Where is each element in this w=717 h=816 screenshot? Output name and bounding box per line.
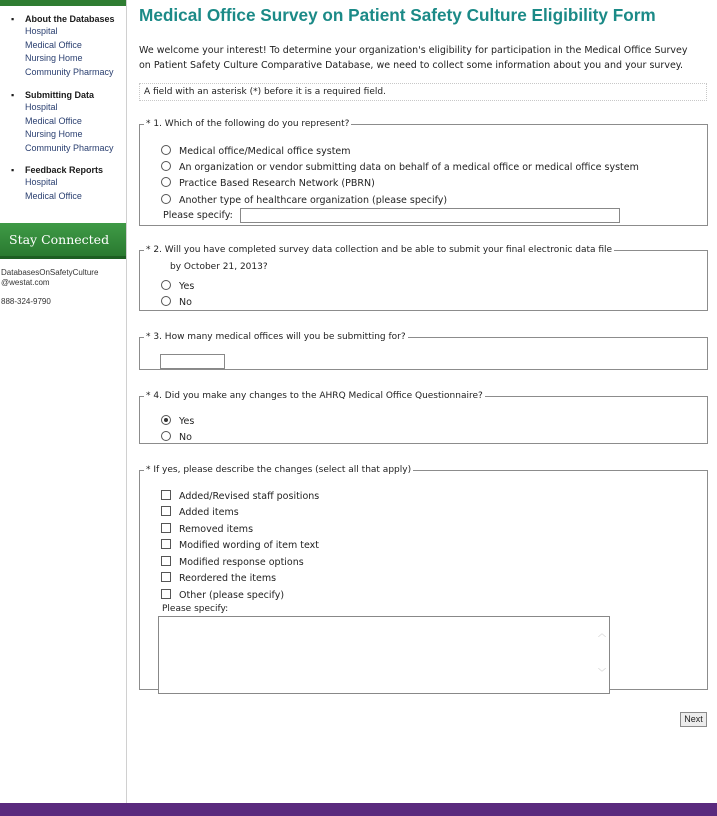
nav-item-about-nursing-home[interactable]: Nursing Home xyxy=(25,53,83,63)
q1-option-label: Practice Based Research Network (PBRN) xyxy=(179,178,375,189)
q5-option-other[interactable] xyxy=(161,589,284,603)
nav-heading-feedback[interactable]: ▪ Feedback Reports xyxy=(11,165,104,175)
sidebar xyxy=(0,0,127,803)
question-3-fieldset xyxy=(139,331,708,370)
contact-email-line1[interactable]: DatabasesOnSafetyCulture xyxy=(1,268,99,277)
q4-option-yes[interactable] xyxy=(161,415,194,429)
q5-checkbox-added-items[interactable] xyxy=(161,506,171,516)
q5-option-label: Reordered the items xyxy=(179,573,277,584)
q1-option-label: Medical office/Medical office system xyxy=(179,146,351,157)
q3-office-count-input[interactable] xyxy=(160,354,225,369)
q5-checkbox-other[interactable] xyxy=(161,589,171,599)
q5-option-modified-responses[interactable] xyxy=(161,556,304,570)
q5-option-label: Removed items xyxy=(179,524,254,535)
nav-item-submit-hospital[interactable]: Hospital xyxy=(25,102,58,112)
q4-radio-no[interactable] xyxy=(161,431,171,441)
q1-option-other[interactable] xyxy=(161,194,447,208)
q5-checkbox-staff-positions[interactable] xyxy=(161,490,171,500)
q2-option-no[interactable] xyxy=(161,296,192,310)
nav-item-feedback-hospital[interactable]: Hospital xyxy=(25,177,58,187)
nav-heading-about[interactable]: ▪ About the Databases xyxy=(11,14,115,24)
q5-option-label: Added items xyxy=(179,507,239,518)
q1-radio-other[interactable] xyxy=(161,194,171,204)
scroll-down-icon[interactable]: ﹀ xyxy=(598,668,606,677)
q5-option-label: Other (please specify) xyxy=(179,590,285,601)
bottom-bar xyxy=(0,803,717,816)
q5-checkbox-removed-items[interactable] xyxy=(161,523,171,533)
question-1-legend: * 1. Which of the following do you represent? xyxy=(146,119,350,129)
contact-email[interactable] xyxy=(1,268,98,288)
q2-option-label: Yes xyxy=(179,281,195,292)
q5-option-label: Modified response options xyxy=(179,557,304,568)
nav-item-feedback-medical-office[interactable]: Medical Office xyxy=(25,190,82,201)
q4-option-no[interactable] xyxy=(161,431,192,445)
q2-option-yes[interactable] xyxy=(161,280,194,294)
q5-option-removed-items[interactable] xyxy=(161,523,253,537)
nav-item-about-medical-office[interactable]: Medical Office xyxy=(25,39,82,50)
q5-checkbox-modified-wording[interactable] xyxy=(161,539,171,549)
q5-option-reordered[interactable] xyxy=(161,572,276,586)
next-button[interactable]: Next xyxy=(680,712,707,727)
q4-option-label: No xyxy=(179,432,192,443)
q5-option-added-items[interactable] xyxy=(161,506,239,520)
nav-item-about-community-pharmacy[interactable]: Community Pharmacy xyxy=(25,66,114,77)
q1-option-label: An organization or vendor submitting data on behalf of a medical office or medical office system xyxy=(179,162,639,173)
intro-text: We welcome your interest! To determine your organization's eligibility for participation in the Medical Office Survey on Patient Safety Culture Comparative Database, we need to collect some information about you and your survey. xyxy=(139,45,688,71)
q2-radio-no[interactable] xyxy=(161,296,171,306)
q1-option-label: Another type of healthcare organization (please specify) xyxy=(179,195,448,206)
nav-item-submit-medical-office[interactable]: Medical Office xyxy=(25,115,82,126)
q5-checkbox-modified-responses[interactable] xyxy=(161,556,171,566)
q2-radio-yes[interactable] xyxy=(161,280,171,290)
page-title: Medical Office Survey on Patient Safety Culture Eligibility Form xyxy=(139,5,656,25)
question-5-legend: * If yes, please describe the changes (select all that apply) xyxy=(146,465,412,475)
q5-specify-label: Please specify: xyxy=(162,604,229,614)
nav-group-about xyxy=(0,13,126,79)
q4-radio-yes[interactable] xyxy=(161,415,171,425)
required-field-note: A field with an asterisk (*) before it is a required field. xyxy=(139,83,707,101)
stay-connected-strip xyxy=(0,256,126,259)
question-4-legend: * 4. Did you make any changes to the AHRQ Medical Office Questionnaire? xyxy=(146,391,483,401)
contact-email-line2[interactable]: @westat.com xyxy=(1,278,50,287)
nav-group-submitting xyxy=(0,89,126,155)
nav-group-feedback xyxy=(0,164,126,203)
contact-phone: 888-324-9790 xyxy=(1,297,51,306)
question-1-fieldset xyxy=(139,118,708,226)
q5-option-modified-wording[interactable] xyxy=(161,539,319,553)
q1-option-pbrn[interactable] xyxy=(161,177,375,191)
q1-radio-pbrn[interactable] xyxy=(161,177,171,187)
sidebar-top-bar xyxy=(0,0,126,6)
question-4-fieldset xyxy=(139,390,708,444)
nav-item-about-hospital[interactable]: Hospital xyxy=(25,26,58,36)
q5-option-staff-positions[interactable] xyxy=(161,490,319,504)
nav-item-submit-nursing-home[interactable]: Nursing Home xyxy=(25,129,83,139)
question-5-fieldset xyxy=(139,464,708,690)
scroll-up-icon[interactable]: ︿ xyxy=(598,629,606,638)
question-2-fieldset xyxy=(139,244,708,311)
question-2-legend-cont: by October 21, 2013? xyxy=(170,262,268,272)
q5-specify-textarea[interactable] xyxy=(158,616,610,694)
nav-item-submit-community-pharmacy[interactable]: Community Pharmacy xyxy=(25,142,114,153)
nav-heading-submitting[interactable]: ▪ Submitting Data xyxy=(11,90,94,100)
q1-option-vendor[interactable] xyxy=(161,161,639,175)
q1-radio-medical-office[interactable] xyxy=(161,145,171,155)
stay-connected-banner: Stay Connected xyxy=(0,223,126,256)
question-2-legend: * 2. Will you have completed survey data collection and be able to submit your final electronic data file xyxy=(146,245,613,255)
q4-option-label: Yes xyxy=(179,416,195,427)
q1-radio-vendor[interactable] xyxy=(161,161,171,171)
q5-checkbox-reordered[interactable] xyxy=(161,572,171,582)
q1-specify-label: Please specify: xyxy=(163,210,233,221)
question-3-legend: * 3. How many medical offices will you be submitting for? xyxy=(146,332,406,342)
q1-specify-input[interactable] xyxy=(240,208,620,223)
q5-option-label: Added/Revised staff positions xyxy=(179,491,320,502)
q2-option-label: No xyxy=(179,297,192,308)
q5-option-label: Modified wording of item text xyxy=(179,540,320,551)
q1-option-medical-office[interactable] xyxy=(161,145,351,159)
